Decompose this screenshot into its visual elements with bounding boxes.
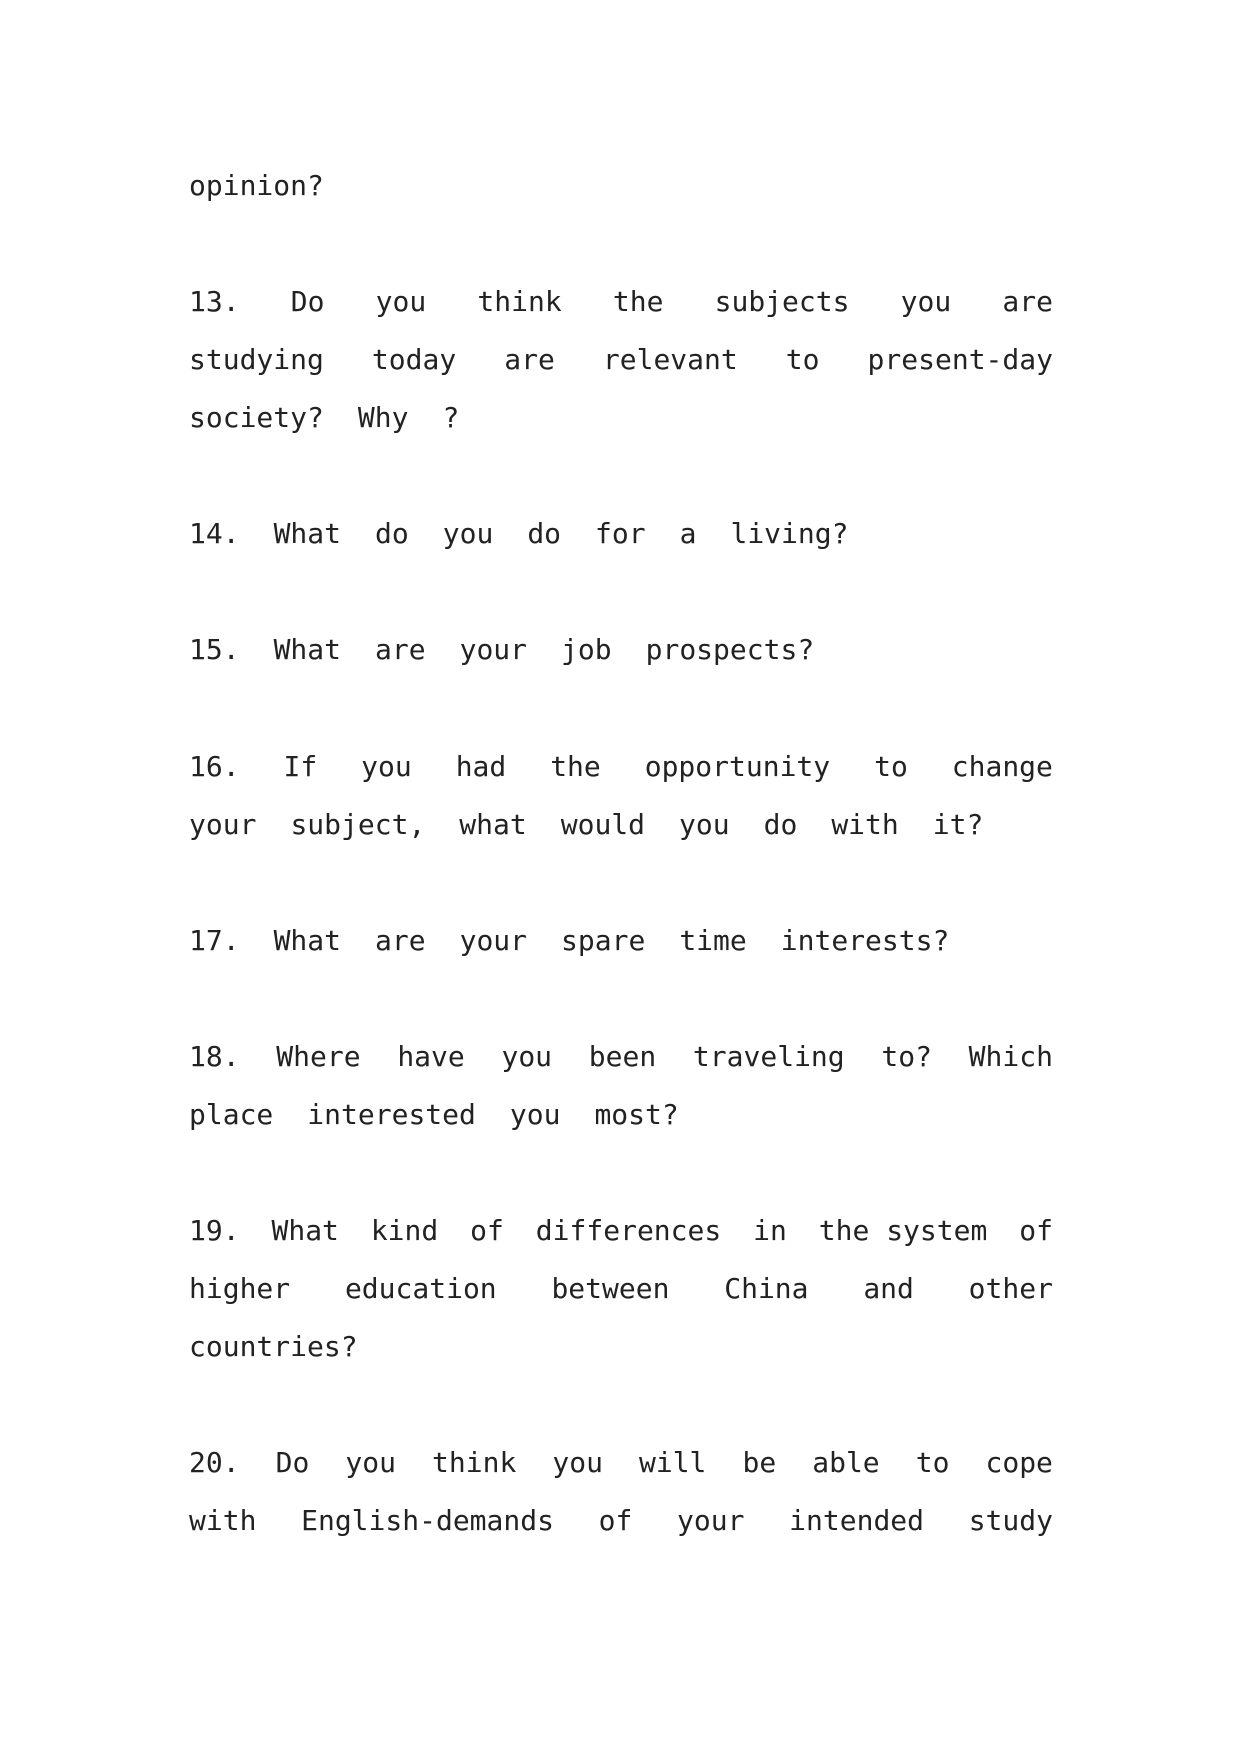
word: interests? [780, 924, 950, 957]
word: studying [189, 343, 324, 376]
word: are [504, 343, 555, 376]
word: do [375, 517, 409, 550]
question-number: 17. [189, 924, 240, 957]
word: opinion? [189, 169, 324, 202]
question-number: 15. [189, 633, 240, 666]
question-number: 18. [189, 1040, 240, 1073]
text-line [189, 805, 1053, 845]
word: China [724, 1272, 809, 1305]
word: and [863, 1272, 914, 1305]
word: your [459, 924, 528, 957]
word: What [271, 1214, 339, 1247]
word: ? [442, 401, 460, 434]
text-line [189, 514, 1053, 554]
word: society? [189, 401, 324, 434]
word: cope [985, 1446, 1053, 1479]
word: traveling [692, 1040, 845, 1073]
word: you [501, 1040, 553, 1073]
word: you [552, 1446, 603, 1479]
word: Why [357, 401, 409, 434]
word: place [189, 1098, 274, 1131]
question-number: 19. [189, 1214, 240, 1247]
word: you [509, 1098, 561, 1131]
word: you [361, 750, 412, 783]
word: today [371, 343, 457, 376]
word: with [189, 1504, 257, 1537]
text-line [189, 747, 1053, 787]
word: able [812, 1446, 880, 1479]
word: time [679, 924, 747, 957]
word: you [345, 1446, 396, 1479]
word: think [432, 1446, 517, 1479]
word: interested [307, 1098, 476, 1131]
word: subjects [714, 285, 850, 318]
word: education [344, 1272, 497, 1305]
text-line [189, 282, 1053, 322]
word: do [527, 517, 562, 550]
text-line [189, 166, 1053, 206]
word: relevant [602, 343, 738, 376]
text-line [189, 1443, 1053, 1483]
word: are [375, 633, 426, 666]
word: If [283, 750, 318, 783]
word: will [638, 1446, 707, 1479]
text-line [189, 398, 1053, 438]
text-line [189, 1269, 1053, 1309]
word: Do [275, 1446, 310, 1479]
word: had [455, 750, 507, 783]
word: What [273, 633, 342, 666]
question-number: 14. [189, 517, 240, 550]
word: your [189, 808, 257, 841]
word: of [1019, 1214, 1053, 1247]
text-line [189, 1327, 1053, 1367]
word: have [397, 1040, 465, 1073]
word: Do [290, 285, 325, 318]
text-line [189, 1211, 1053, 1251]
word: you [900, 285, 952, 318]
text-line [189, 630, 1053, 670]
text-line [189, 1095, 1053, 1135]
word: between [551, 1272, 670, 1305]
word: the [550, 750, 601, 783]
word: a [679, 517, 697, 550]
text-line [189, 1037, 1053, 1077]
word: of [470, 1214, 504, 1247]
word: job [561, 633, 612, 666]
word: it? [932, 808, 984, 841]
word: countries? [189, 1330, 358, 1363]
word: your [677, 1504, 745, 1537]
word: present-day [867, 343, 1053, 376]
word: you [442, 517, 494, 550]
word: what [459, 808, 527, 841]
word: are [375, 924, 426, 957]
word: Where [276, 1040, 361, 1073]
word: the system [818, 1214, 988, 1247]
text-line [189, 1501, 1053, 1541]
word: spare [561, 924, 646, 957]
text-line [189, 921, 1053, 961]
text-line [189, 340, 1053, 380]
question-number: 20. [189, 1446, 240, 1479]
word: in [753, 1214, 787, 1247]
word: opportunity [644, 750, 831, 783]
word: Which [968, 1040, 1053, 1073]
word: of [598, 1504, 633, 1537]
word: change [951, 750, 1053, 783]
word: English-demands [301, 1504, 554, 1537]
word: the [612, 285, 664, 318]
word: with [831, 808, 899, 841]
word: think [477, 285, 562, 318]
word: differences [535, 1214, 722, 1247]
word: subject, [290, 808, 426, 841]
word: higher [189, 1272, 291, 1305]
question-number: 13. [189, 285, 240, 318]
word: would [560, 808, 646, 841]
word: your [459, 633, 528, 666]
word: been [588, 1040, 657, 1073]
word: What [273, 924, 342, 957]
word: be [742, 1446, 777, 1479]
word: for [595, 517, 646, 550]
question-number: 16. [189, 750, 240, 783]
word: to [785, 343, 820, 376]
word: kind [370, 1214, 439, 1247]
word: do [763, 808, 798, 841]
word: study [968, 1504, 1053, 1537]
word: to [874, 750, 908, 783]
word: to [915, 1446, 950, 1479]
word: to? [881, 1040, 932, 1073]
word: other [968, 1272, 1053, 1305]
word: intended [789, 1504, 925, 1537]
word: What [273, 517, 342, 550]
word: living? [730, 517, 849, 550]
word: you [375, 285, 427, 318]
word: are [1002, 285, 1053, 318]
word: you [679, 808, 730, 841]
word: prospects? [645, 633, 815, 666]
word: most? [594, 1098, 679, 1131]
